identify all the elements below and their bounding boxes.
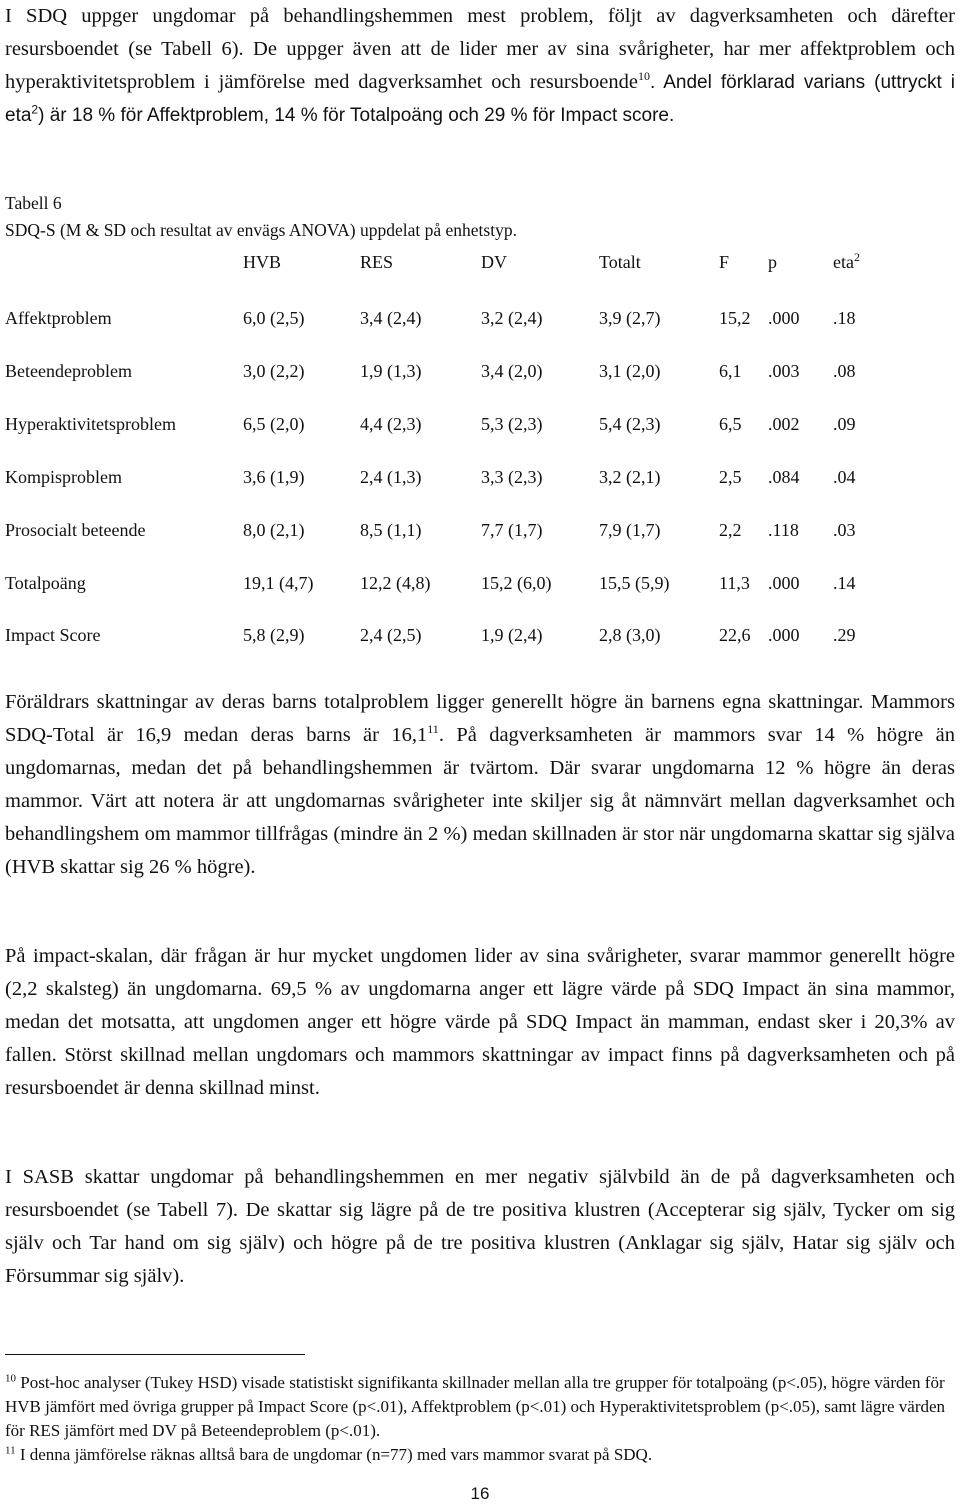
cell-p: .084 <box>768 467 800 487</box>
cell-res: 2,4 (2,5) <box>360 625 422 645</box>
table-row <box>5 622 955 648</box>
paragraph-sasb: I SASB skattar ungdomar på behandlingshemmen en mer negativ självbild än de på dagverksamheten och resursboendet (se Tabell 7). De skattar sig lägre på de tre positiva klustren (Accepterar sig själv, Tycker om sig själv och Tar hand om sig själv) och högre på de tre positiva klustren (Anklagar sig själv, Hatar sig själv och Försummar sig själv). <box>5 1166 955 1287</box>
cell-eta: .09 <box>833 414 856 434</box>
table-row <box>5 305 955 331</box>
cell-totalt: 5,4 (2,3) <box>599 414 661 434</box>
cell-f: 6,5 <box>719 414 742 434</box>
paragraph-impact: På impact-skalan, där frågan är hur mycket ungdomen lider av sina svårigheter, svarar mammor generellt högre (2,2 skalsteg) än ungdomarna. 69,5 % av ungdomarna anger ett lägre värde på SDQ Impact än sina mammor, medan det motsatta, att ungdomen anger ett högre värde på SDQ Impact än mamman, endast sker i 20,3% av fallen. Störst skillnad mellan ungdomars och mammors skattningar av impact finns på dagverksamheten och på resursboendet är denna skillnad minst. <box>5 945 955 1099</box>
cell-res: 2,4 (1,3) <box>360 467 422 487</box>
cell-f: 22,6 <box>719 625 751 645</box>
table-row <box>5 411 955 437</box>
cell-p: .002 <box>768 414 800 434</box>
cell-totalt: 7,9 (1,7) <box>599 520 661 540</box>
cell-hvb: 8,0 (2,1) <box>243 520 305 540</box>
cell-dv: 3,2 (2,4) <box>481 308 543 328</box>
header-eta: eta$^2$ <box>833 250 860 272</box>
cell-p: .118 <box>768 520 799 540</box>
cell-hvb: 6,0 (2,5) <box>243 308 305 328</box>
footnote-ref-10[interactable]: 10 <box>637 69 650 84</box>
row-label: Impact Score <box>5 625 101 645</box>
cell-dv: 15,2 (6,0) <box>481 573 552 593</box>
cell-res: 3,4 (2,4) <box>360 308 422 328</box>
cell-eta: .18 <box>833 308 856 328</box>
cell-f: 2,5 <box>719 467 742 487</box>
cell-totalt: 3,1 (2,0) <box>599 361 661 381</box>
table-header-row <box>5 249 955 275</box>
header-p: p <box>768 252 777 272</box>
intro-text: I SDQ uppger ungdomar på behandlingshemmen mest problem, följt av dagverksamheten och därefter resursboendet (se Tabell 6). De uppger även att de lider mer av sina svårigheter, har mer affektproblem och hyperaktivitetsproblem i jämförelse med dagverksamhet och resursboende <box>5 5 955 93</box>
table-row <box>5 358 955 384</box>
intro-variance-text: . Andel förklarad varians (uttryckt i eta$^2$) är 18 % för Affektproblem, 14 % för Totalpoäng och 29 % för Impact score. <box>5 72 956 126</box>
cell-eta: .29 <box>833 625 856 645</box>
footnote-number: 11 <box>5 1444 16 1457</box>
cell-p: .000 <box>768 625 800 645</box>
header-totalt: Totalt <box>599 252 641 272</box>
table-row <box>5 570 955 596</box>
footnote-10: $^{10}$ Post-hoc analyser (Tukey HSD) visade statistiskt signifikanta skillnader mellan alla tre grupper för totalpoäng (p<.05), högre värden för HVB jämfört med övriga grupper på Impact Score (p<.01), Affektproblem (p<.01) och Hyperaktivitetsproblem (p<.05), samt lägre värden för RES jämfört med DV på Beteendeproblem (p<.01). <box>5 1372 946 1440</box>
header-res: RES <box>360 252 394 272</box>
paragraph-parents: Föräldrars skattningar av deras barns totalproblem ligger generellt högre än barnens egna skattningar. Mammors SDQ-Total är 16,9 medan deras barns är 16,1$^{11}$. På dagverksamheten är mammors svar 14 % högre än ungdomarnas, medan det på behandlingshemmen är tvärtom. Där svarar ungdomarna 12 % högre än deras mammor. Värt att notera är att ungdomarnas svårigheter inte skiljer sig åt nämnvärt mellan dagverksamhet och behandlingshem om mammor tillfrågas (mindre än 2 %) medan skillnaden är stor när ungdomarna skattar sig själva (HVB skattar sig 26 % högre). <box>5 691 955 878</box>
cell-dv: 1,9 (2,4) <box>481 625 543 645</box>
table-row <box>5 517 955 543</box>
cell-totalt: 2,8 (3,0) <box>599 625 661 645</box>
cell-p: .000 <box>768 573 800 593</box>
cell-totalt: 3,2 (2,1) <box>599 467 661 487</box>
cell-eta: .03 <box>833 520 856 540</box>
table-caption: SDQ-S (M & SD och resultat av envägs ANOVA) uppdelat på enhetstyp. <box>5 220 517 240</box>
page-number: 16 <box>470 1484 490 1503</box>
cell-hvb: 3,0 (2,2) <box>243 361 305 381</box>
cell-hvb: 5,8 (2,9) <box>243 625 305 645</box>
cell-f: 15,2 <box>719 308 751 328</box>
row-label: Prosocialt beteende <box>5 520 146 540</box>
cell-res: 1,9 (1,3) <box>360 361 422 381</box>
intro-paragraph <box>5 0 955 132</box>
row-label: Kompisproblem <box>5 467 122 487</box>
header-hvb: HVB <box>243 252 282 272</box>
header-f: F <box>719 252 730 272</box>
cell-f: 11,3 <box>719 573 750 593</box>
cell-eta: .14 <box>833 573 856 593</box>
footnote-11: $^{11}$ I denna jämförelse räknas alltså bara de ungdomar (n=77) med vars mammor svarat på SDQ. <box>5 1444 653 1464</box>
cell-hvb: 19,1 (4,7) <box>243 573 314 593</box>
cell-p: .000 <box>768 308 800 328</box>
cell-f: 2,2 <box>719 520 742 540</box>
header-dv: DV <box>481 252 507 272</box>
cell-totalt: 15,5 (5,9) <box>599 573 670 593</box>
cell-res: 4,4 (2,3) <box>360 414 422 434</box>
footnote-ref-11[interactable]: 11 <box>427 722 439 737</box>
cell-dv: 5,3 (2,3) <box>481 414 543 434</box>
cell-p: .003 <box>768 361 800 381</box>
table-label: Tabell 6 <box>5 193 62 213</box>
table-row <box>5 464 955 490</box>
cell-f: 6,1 <box>719 361 742 381</box>
cell-hvb: 3,6 (1,9) <box>243 467 305 487</box>
cell-eta: .04 <box>833 467 856 487</box>
row-label: Beteendeproblem <box>5 361 132 381</box>
row-label: Affektproblem <box>5 308 112 328</box>
cell-dv: 7,7 (1,7) <box>481 520 543 540</box>
cell-res: 8,5 (1,1) <box>360 520 422 540</box>
footnote-divider <box>5 1354 305 1355</box>
cell-totalt: 3,9 (2,7) <box>599 308 661 328</box>
cell-dv: 3,3 (2,3) <box>481 467 543 487</box>
row-label: Totalpoäng <box>5 573 86 593</box>
cell-eta: .08 <box>833 361 856 381</box>
row-label: Hyperaktivitetsproblem <box>5 414 176 434</box>
footnote-number: 10 <box>5 1372 16 1385</box>
cell-res: 12,2 (4,8) <box>360 573 431 593</box>
cell-dv: 3,4 (2,0) <box>481 361 543 381</box>
cell-hvb: 6,5 (2,0) <box>243 414 305 434</box>
